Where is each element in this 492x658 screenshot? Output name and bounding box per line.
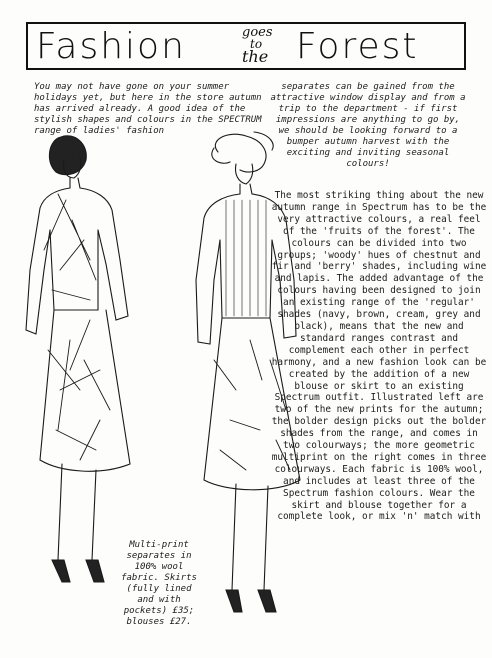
headline-word-forest: Forest xyxy=(296,26,419,67)
figure-left xyxy=(26,136,130,582)
headline-word-fashion: Fashion xyxy=(36,26,186,67)
intro-text-left: You may not have gone on your summer holidays yet, but here in the store autumn has arrived already. A good idea of the stylish shapes and colours in the SPECTRUM range of ladies' fashion xyxy=(34,82,262,136)
article-body: The most striking thing about the new autumn range in Spectrum has to be the very attractive colours, a real feel of the 'fruits of the forest'. The colours can be divided into two groups; 'woody' hues of chestnut and fir and 'berry' shades, including wine and lapis. The added advantage of the colours having been designed to join an existing range of the 'regular' shades (navy, brown, cream, grey and black), means that the new and standard ranges contrast and complement each other in perfect harmony, and a new fashion look can be created by the addition of a new blouse or skirt to an existing Spectrum outfit. Illustrated left are two of the new prints for the autumn; the bolder design picks out the bolder shades from the range, and comes in two colourways; the more geometric multiprint on the right comes in three colourways. Each fabric is 100% wool, and includes at least three of the Spectrum fashion colours. Wear the skirt and blouse together for a complete look, or mix 'n' match with xyxy=(271,190,487,523)
headline-box xyxy=(26,22,466,70)
intro-text-right: separates can be gained from the attractive window display and from a trip to the department - if first impressions are anything to go by, we should be looking forward to a bumper autumn harvest with the exciting and inviting seasonal colours! xyxy=(270,82,466,169)
illustration-caption: Multi-print separates in 100% wool fabric. Skirts (fully lined and with pockets) £35; blouses £27. xyxy=(121,540,197,627)
headline-word-goes: goes xyxy=(242,25,273,40)
headline-word-the: the xyxy=(242,47,269,66)
headline-word-to: to xyxy=(250,37,263,51)
